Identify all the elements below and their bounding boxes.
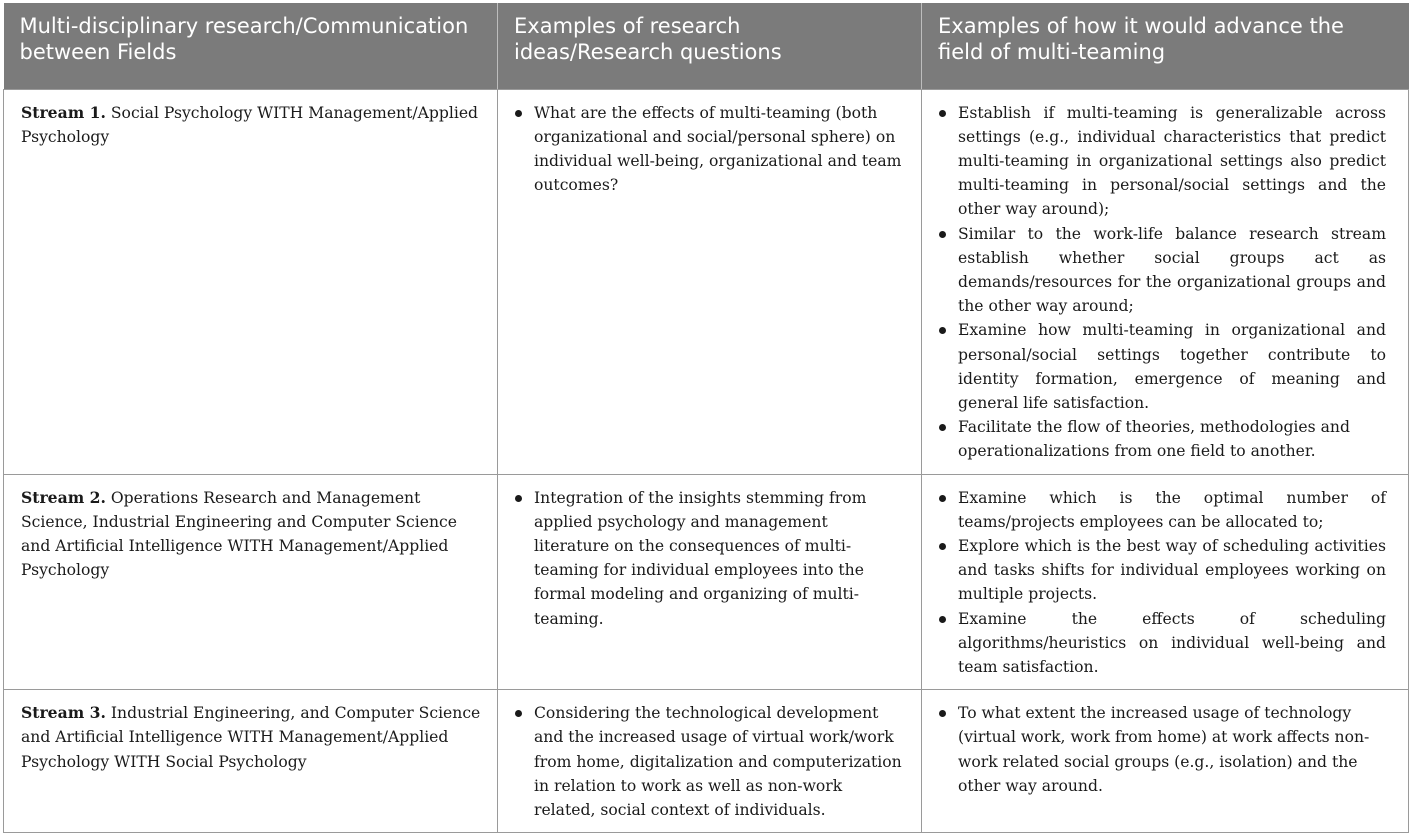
list-item: Establish if multi-teaming is generalizable across settings (e.g., individual characteristics that predict multi-teaming in organizational settings also predict multi-teaming in personal/social settings and the other way around); [936, 101, 1386, 222]
research-streams-table [3, 3, 1409, 833]
stream-label: Stream 1. [21, 102, 106, 122]
list-item: Examine how multi-teaming in organizational and personal/social settings together contribute to identity formation, emergence of meaning and general life satisfaction. [936, 318, 1386, 415]
list-item: Considering the technological development and the increased usage of virtual work/work from home, digitalization and computerization in relation to work as well as non-work related, social context of individuals. [512, 701, 907, 822]
table-row [4, 89, 1409, 474]
ideas-cell [498, 89, 922, 474]
stream-label: Stream 2. [21, 487, 106, 507]
advances-cell [922, 474, 1409, 690]
ideas-list [512, 101, 907, 198]
header-disciplines: Multi-disciplinary research/Communication between Fields [4, 3, 498, 89]
advances-cell [922, 690, 1409, 833]
table-row [4, 474, 1409, 690]
advances-list [936, 701, 1386, 798]
advances-list [936, 101, 1386, 464]
stream-cell [4, 474, 498, 690]
stream-disciplines: Industrial Engineering, and Computer Science and Artificial Intelligence WITH Management/Applied Psychology WITH Social Psychology [21, 704, 481, 771]
table-row [4, 690, 1409, 833]
research-table-container [3, 3, 1408, 833]
ideas-list [512, 701, 907, 822]
list-item: Integration of the insights stemming from applied psychology and management literature on the consequences of multi-teaming for individual employees into the formal modeling and organizing of multi-teaming. [512, 486, 907, 631]
list-item: Facilitate the flow of theories, methodologies and operationalizations from one field to another. [936, 415, 1386, 463]
stream-cell [4, 690, 498, 833]
header-research-ideas: Examples of research ideas/Research questions [498, 3, 922, 89]
stream-cell [4, 89, 498, 474]
advances-list [936, 486, 1386, 680]
stream-disciplines: Operations Research and Management Science, Industrial Engineering and Computer Science and Artificial Intelligence WITH Management/Applied Psychology [21, 488, 458, 580]
ideas-cell [498, 474, 922, 690]
list-item: Examine the effects of scheduling algorithms/heuristics on individual well-being and team satisfaction. [936, 607, 1386, 680]
stream-disciplines: Social Psychology WITH Management/Applied Psychology [21, 103, 479, 146]
list-item: Similar to the work-life balance research stream establish whether social groups act as demands/resources for the organizational groups and the other way around; [936, 222, 1386, 319]
list-item: What are the effects of multi-teaming (both organizational and social/personal sphere) on individual well-being, organizational and team outcomes? [512, 101, 907, 198]
header-advancements: Examples of how it would advance the field of multi-teaming [922, 3, 1409, 89]
list-item: Examine which is the optimal number of teams/projects employees can be allocated to; [936, 486, 1386, 534]
table-header-row [4, 3, 1409, 89]
list-item: Explore which is the best way of scheduling activities and tasks shifts for individual employees working on multiple projects. [936, 534, 1386, 607]
stream-label: Stream 3. [21, 703, 106, 723]
ideas-list [512, 486, 907, 631]
advances-cell [922, 89, 1409, 474]
ideas-cell [498, 690, 922, 833]
list-item: To what extent the increased usage of technology (virtual work, work from home) at work affects non-work related social groups (e.g., isolation) and the other way around. [936, 701, 1386, 798]
